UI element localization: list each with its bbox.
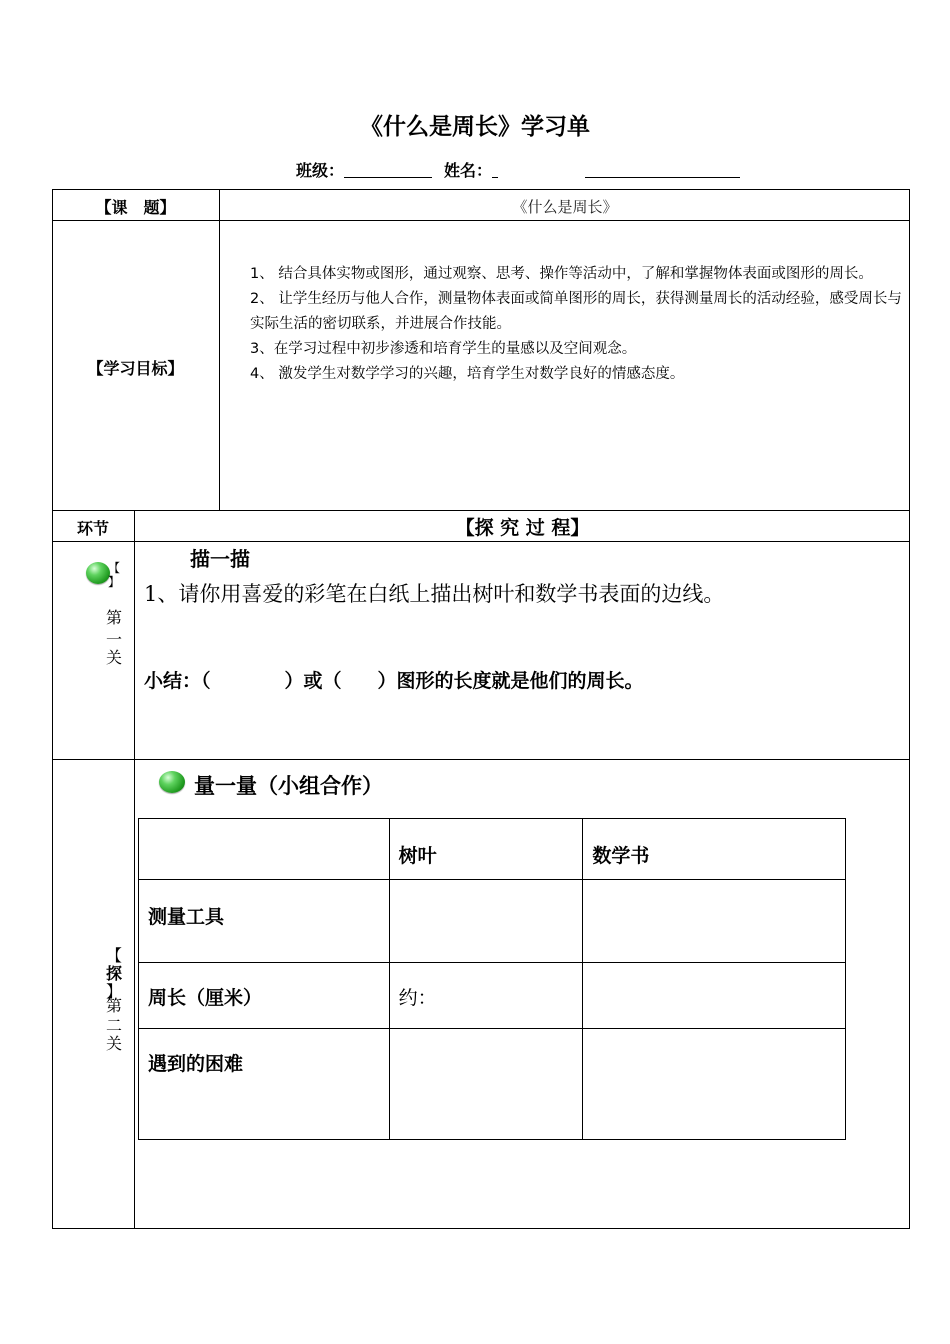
input-cell[interactable] [583,880,846,963]
row-label: 测量工具 [139,880,390,963]
level2-side-char: 关 [105,1034,122,1053]
input-cell[interactable]: 约： [389,963,583,1029]
row-divider [52,541,910,542]
name-label: 姓名： [444,161,493,180]
summary-mid: ）或（ [284,670,342,692]
topic-value: 《什么是周长》 [512,198,618,216]
level1-side-char: 第 [105,608,122,627]
goal-item: 1、 结合具体实物或图形，通过观察、思考、操作等活动中，了解和掌握物体表面或图形的周长。 [250,266,873,282]
input-cell[interactable] [389,880,583,963]
level1-side-char: 一 [105,630,122,649]
table-row [139,880,846,963]
row-divider [52,510,910,511]
level1-activity: 描一描 [190,547,250,571]
table-row [139,1029,846,1140]
measurement-table [138,818,846,1140]
level1-bracket-top: 【 [107,561,120,575]
green-ball-icon [159,771,185,793]
class-blank[interactable] [344,177,432,178]
table-header-cell: 数学书 [583,819,846,880]
level2-side-char: 】 [105,982,122,1001]
goals-label: 【学习目标】 [87,359,184,378]
stage-label: 环节 [76,519,109,538]
process-heading: 【探 究 过 程】 [455,517,590,539]
level1-summary [144,666,644,693]
name-blank[interactable] [585,177,740,178]
level2-side-char: 探 [105,964,122,983]
table-header-cell [139,819,390,880]
table-row [139,963,846,1029]
goal-item: 2、 让学生经历与他人合作，测量物体表面或简单图形的周长，获得测量周长的活动经验，感受周长与实际生活的密切联系，并进展合作技能。 [250,291,902,332]
goal-item: 4、 激发学生对数学学习的兴趣，培育学生对数学良好的情感态度。 [250,366,685,382]
table-header-cell: 树叶 [389,819,583,880]
table-header-row [139,819,846,880]
level1-bracket-bottom: 】 [107,575,120,589]
goal-item: 3、在学习过程中初步渗透和培育学生的量感以及空间观念。 [250,341,637,357]
class-label: 班级： [296,161,345,180]
topic-label: 【课 题】 [95,198,176,217]
input-cell[interactable] [389,1029,583,1140]
column-divider [219,189,220,510]
summary-start: 小结：（ [144,670,211,692]
row-divider [52,220,910,221]
row-label: 周长（厘米） [139,963,390,1029]
level2-activity: 量一量（小组合作） [194,774,383,798]
level2-side-char: 【 [105,946,122,965]
level1-instruction: 1、请你用喜爱的彩笔在白纸上描出树叶和数学书表面的边线。 [144,582,725,606]
row-divider [52,759,910,760]
column-divider [134,510,135,1229]
input-cell[interactable] [583,1029,846,1140]
level2-side-char: 二 [105,1016,122,1035]
level1-side-char: 关 [105,648,122,667]
level2-side-char: 第 [105,996,122,1015]
name-blank-short [492,177,498,178]
goals-list [250,262,905,387]
input-cell[interactable] [583,963,846,1029]
row-label: 遇到的困难 [139,1029,390,1140]
summary-end: ）图形的长度就是他们的周长。 [377,670,644,692]
page-title: 《什么是周长》学习单 [360,114,590,140]
